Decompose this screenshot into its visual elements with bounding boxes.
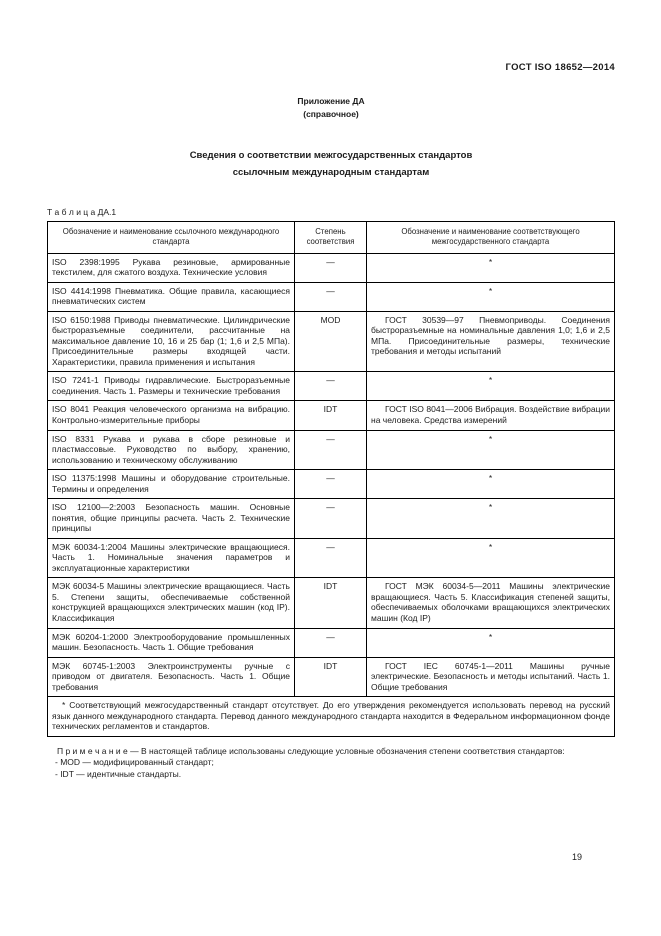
degree-cell: IDT [295, 401, 367, 430]
header-ref-standard: Обозначение и наименование ссылочного международного стандарта [48, 221, 295, 253]
ref-standard-cell: ISO 4414:1998 Пневматика. Общие правила, касающиеся пневматических систем [48, 282, 295, 311]
ref-standard-cell: ISO 8331 Рукава и рукава в сборе резиновые и пластмассовые. Руководство по выбору, хранению, использованию и техническому обслуживанию [48, 430, 295, 470]
ref-standard-cell: ISO 12100—2:2003 Безопасность машин. Основные понятия, общие принципы расчета. Часть 2. Технические принципы [48, 499, 295, 539]
table-row [48, 628, 615, 657]
table-row [48, 499, 615, 539]
degree-cell: — [295, 628, 367, 657]
degree-cell: IDT [295, 657, 367, 697]
degree-cell: — [295, 430, 367, 470]
note-item-mod: - MOD — модифицированный стандарт; [55, 757, 214, 768]
degree-cell: — [295, 470, 367, 499]
gost-standard-cell: * [367, 372, 615, 401]
annex-label: Приложение ДА [297, 96, 365, 106]
gost-standard-cell: ГОСТ IEC 60745-1—2011 Машины ручные электрические. Безопасность и методы испытаний. Часть 1. Общие требования [367, 657, 615, 697]
gost-standard-cell: * [367, 499, 615, 539]
standards-table-body [48, 253, 615, 697]
doc-header [47, 62, 615, 73]
note-block [47, 746, 615, 780]
table-row [48, 430, 615, 470]
ref-standard-cell: ISO 8041 Реакция человеческого организма на вибрацию. Контрольно-измерительные приборы [48, 401, 295, 430]
degree-cell: MOD [295, 311, 367, 372]
annex-heading [47, 95, 615, 121]
table-row [48, 253, 615, 282]
table-label: Т а б л и ц а ДА.1 [47, 206, 117, 217]
doc-number: ГОСТ ISO 18652—2014 [505, 62, 615, 73]
standards-table-head [48, 221, 615, 253]
table-row [48, 311, 615, 372]
degree-cell: IDT [295, 578, 367, 628]
page-title-line1: Сведения о соответствии межгосударственных стандартов [189, 150, 473, 162]
ref-standard-cell: МЭК 60034-5 Машины электрические вращающиеся. Часть 5. Степени защиты, обеспечиваемые собственной конструкцией вращающихся электрических машин (код IP). Классификация [48, 578, 295, 628]
gost-standard-cell: * [367, 430, 615, 470]
gost-standard-cell: ГОСТ ISO 8041—2006 Вибрация. Воздействие вибрации на человека. Средства измерений [367, 401, 615, 430]
page-title-line2: ссылочным международным стандартам [232, 166, 430, 178]
annex-type: (справочное) [303, 109, 359, 120]
note-title: П р и м е ч а н и е — В настоящей таблице использованы следующие условные обозначения степени соответствия стандартов: [57, 745, 565, 756]
degree-cell: — [295, 253, 367, 282]
page-number: 19 [571, 852, 582, 862]
table-footnote: * Соответствующий межгосударственный стандарт отсутствует. До его утверждения рекомендуется использовать перевод на русский язык данного международного стандарта. Перевод данного международного стандарта находится в Федеральном информационном фонде технических регламентов и стандартов. [48, 697, 615, 737]
ref-standard-cell: МЭК 60204-1:2000 Электрооборудование промышленных машин. Безопасность. Часть 1. Общие требования [48, 628, 295, 657]
table-row [48, 470, 615, 499]
note-item-idt: - IDT — идентичные стандарты. [55, 768, 182, 779]
header-gost-standard: Обозначение и наименование соответствующего межгосударственного стандарта [367, 221, 615, 253]
table-row [48, 372, 615, 401]
standards-table-foot [48, 697, 615, 737]
table-row [48, 538, 615, 578]
page-title [47, 148, 615, 181]
gost-standard-cell: * [367, 628, 615, 657]
gost-standard-cell: ГОСТ МЭК 60034-5—2011 Машины электрические вращающиеся. Часть 5. Классификация степеней защиты, обеспечиваемых оболочками вращающихся электрических машин (Код IP) [367, 578, 615, 628]
gost-standard-cell: * [367, 282, 615, 311]
header-degree: Степень соответствия [295, 221, 367, 253]
header-row [48, 221, 615, 253]
degree-cell: — [295, 538, 367, 578]
gost-standard-cell: * [367, 538, 615, 578]
table-row [48, 657, 615, 697]
footnote-row [48, 697, 615, 737]
degree-cell: — [295, 372, 367, 401]
ref-standard-cell: ISO 6150:1988 Приводы пневматические. Цилиндрические быстроразъемные соединители, рассчитанные на максимальное давление 10, 16 и 25 бар (1; 1,6 и 2,5 МПа). Присоединительные размеры входящей части. Характеристики, правила применения и испытания [48, 311, 295, 372]
ref-standard-cell: ISO 11375:1998 Машины и оборудование строительные. Термины и определения [48, 470, 295, 499]
gost-standard-cell: ГОСТ 30539—97 Пневмоприводы. Соединения быстроразъемные на номинальные давления 1,0; 1,6 и 2,5 МПа. Присоединительные размеры, технические требования и методы испытаний [367, 311, 615, 372]
ref-standard-cell: ISO 7241-1 Приводы гидравлические. Быстроразъемные соединения. Часть 1. Размеры и технические требования [48, 372, 295, 401]
degree-cell: — [295, 499, 367, 539]
ref-standard-cell: МЭК 60745-1:2003 Электроинструменты ручные с приводом от двигателя. Безопасность. Часть 1. Общие требования [48, 657, 295, 697]
ref-standard-cell: МЭК 60034-1:2004 Машины электрические вращающиеся. Часть 1. Номинальные значения параметров и эксплуатационные характеристики [48, 538, 295, 578]
gost-standard-cell: * [367, 253, 615, 282]
table-row [48, 282, 615, 311]
gost-standard-cell: * [367, 470, 615, 499]
degree-cell: — [295, 282, 367, 311]
table-row [48, 401, 615, 430]
table-row [48, 578, 615, 628]
ref-standard-cell: ISO 2398:1995 Рукава резиновые, армированные текстилем, для сжатого воздуха. Технические условия [48, 253, 295, 282]
standards-table [47, 221, 615, 737]
